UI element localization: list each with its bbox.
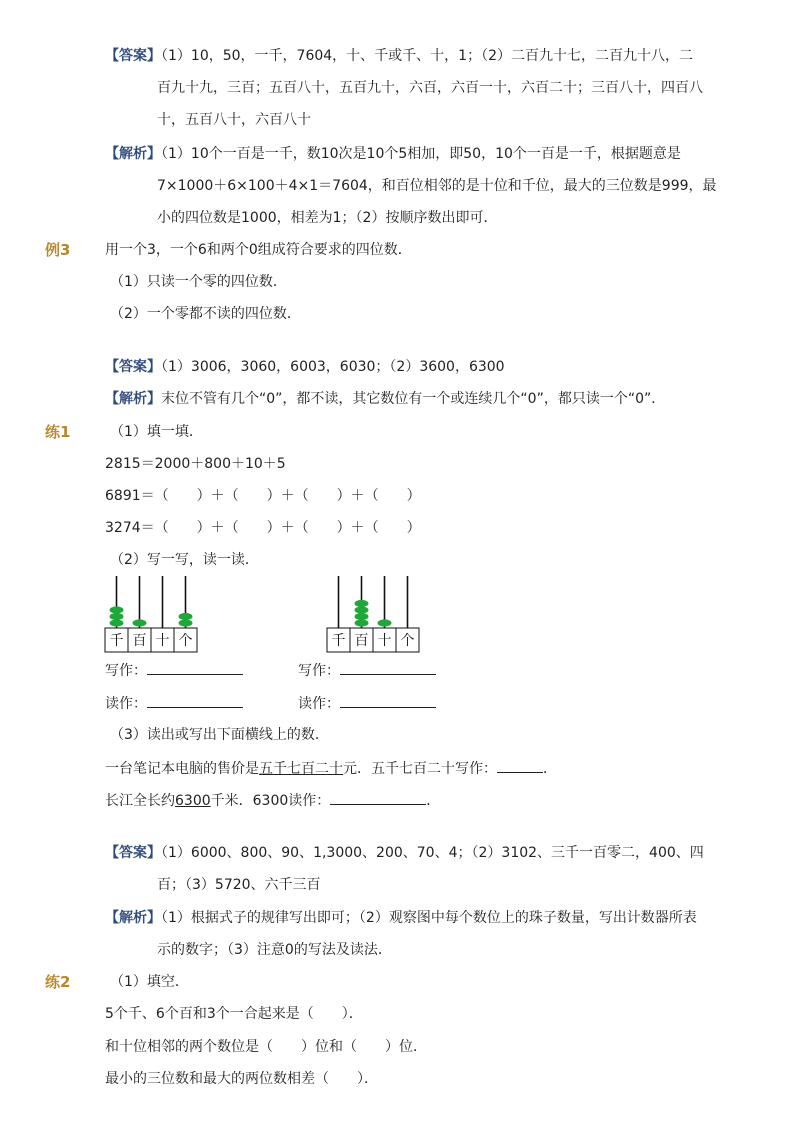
sentence-1-post: 元．五千七百二十写作： [343, 761, 497, 777]
example-3-question-2: （2）一个零都不读的四位数． [110, 306, 301, 322]
practice-2-sentence-2: 和十位相邻的两个数位是（ ）位和（ ）位． [105, 1039, 427, 1055]
write-label: 写作： [105, 663, 147, 679]
example-3-question-1: （1）只读一个零的四位数． [110, 274, 287, 290]
equation-1: 2815＝2000＋800＋10＋5 [105, 456, 286, 472]
analysis-label: 【解析】 [105, 391, 161, 407]
abacus-bead [179, 619, 193, 626]
read-label: 读作： [105, 696, 147, 712]
write-row-right [298, 660, 436, 681]
sentence-1-pre: 一台笔记本电脑的售价是 [105, 761, 259, 777]
sentence-1 [105, 758, 557, 779]
sentence-1-blank[interactable] [497, 758, 543, 773]
example-3-tag: 例3 [45, 241, 71, 259]
practice-2-question-1: （1）填空． [110, 974, 189, 990]
read-label: 读作： [298, 696, 340, 712]
answer-label: 【答案】 [105, 359, 161, 375]
abacus-bead [355, 600, 369, 607]
write-blank[interactable] [340, 660, 436, 675]
abacus-bead [378, 619, 392, 626]
answer-text: （1）3006，3060，6003，6030；（2）3600，6300 [161, 359, 505, 375]
sentence-2-blank[interactable] [330, 790, 426, 805]
analysis-label: 【解析】 [105, 146, 161, 162]
practice-2-sentence-1: 5个千、6个百和3个一合起来是（ ）． [105, 1006, 363, 1022]
example-3-stem: 用一个3，一个6和两个0组成符合要求的四位数． [105, 242, 412, 258]
sentence-2-underlined: 6300 [175, 793, 211, 809]
abacus-bead [110, 606, 124, 613]
sentence-2-post: 千米．6300读作： [210, 793, 331, 809]
practice-1-question-3: （3）读出或写出下面横线上的数． [110, 727, 329, 743]
equation-3: 3274＝（ ）＋（ ）＋（ ）＋（ ） [105, 520, 421, 536]
abacus-bead [355, 606, 369, 613]
read-blank[interactable] [340, 693, 436, 708]
sentence-2 [105, 790, 440, 811]
example-3-answer [105, 357, 505, 377]
abacus-place-label: 个 [400, 633, 415, 649]
analysis-line-2: 7×1000＋6×100＋4×1＝7604，和百位相邻的是十位和千位，最大的三位数是999，最 [157, 178, 717, 194]
abacus-bead [179, 613, 193, 620]
abacus-bead [133, 619, 147, 626]
abacus-bead [110, 619, 124, 626]
analysis-text: 末位不管有几个“0”，都不读，其它数位有一个或连续几个“0”，都只读一个“0”． [161, 391, 666, 407]
analysis-text: （1）根据式子的规律写出即可；（2）观察图中每个数位上的珠子数量，写出计数器所表 [161, 910, 697, 926]
abacus-right [326, 574, 422, 654]
practice-1-question-2: （2）写一写，读一读． [110, 552, 259, 568]
abacus-place-label: 个 [178, 633, 193, 649]
write-blank[interactable] [147, 660, 243, 675]
abacus-left [104, 574, 200, 654]
answer-text: （1）6000、800、90、1,3000、200、70、4；（2）3102、三千一百零二，400、四 [161, 845, 704, 861]
abacus-place-label: 十 [377, 633, 392, 649]
answer-line-3: 十，五百八十，六百八十 [157, 112, 311, 128]
analysis-line-1 [105, 144, 681, 164]
write-label: 写作： [298, 663, 340, 679]
abacus-place-label: 千 [109, 633, 124, 649]
answer-label: 【答案】 [105, 48, 161, 64]
abacus-bead [355, 619, 369, 626]
practice-1-answer-2: 百；（3）5720、六千三百 [157, 877, 321, 893]
answer-label: 【答案】 [105, 845, 161, 861]
abacus-bead [110, 613, 124, 620]
sentence-1-end: ． [543, 761, 557, 777]
abacus-place-label: 百 [354, 633, 369, 649]
practice-1-question-1: （1）填一填． [110, 424, 203, 440]
sentence-2-pre: 长江全长约 [105, 793, 175, 809]
sentence-1-underlined: 五千七百二十 [259, 761, 343, 777]
abacus-place-label: 千 [331, 633, 346, 649]
answer-line-2: 百九十九，三百；五百八十，五百九十，六百，六百一十，六百二十；三百八十，四百八 [157, 80, 703, 96]
practice-2-sentence-3: 最小的三位数和最大的两位数相差（ ）． [105, 1071, 378, 1087]
practice-1-analysis-2: 示的数字；（3）注意0的写法及读法． [157, 942, 392, 958]
answer-text: （1）10，50，一千，7604，十、千或千、十，1；（2）二百九十七，二百九十八，二 [161, 48, 693, 64]
read-row-left [105, 693, 243, 714]
abacus-place-label: 十 [155, 633, 170, 649]
analysis-label: 【解析】 [105, 910, 161, 926]
practice-1-analysis-1 [105, 908, 697, 928]
abacus-bead [355, 613, 369, 620]
example-3-analysis [105, 389, 665, 409]
abacus-place-label: 百 [132, 633, 147, 649]
read-blank[interactable] [147, 693, 243, 708]
write-row-left [105, 660, 243, 681]
answer-line-1 [105, 46, 693, 66]
practice-1-tag: 练1 [45, 423, 71, 441]
practice-1-answer-1 [105, 843, 704, 863]
equation-2: 6891＝（ ）＋（ ）＋（ ）＋（ ） [105, 488, 421, 504]
practice-2-tag: 练2 [45, 973, 71, 991]
sentence-2-end: ． [426, 793, 441, 809]
analysis-line-3: 小的四位数是1000，相差为1；（2）按顺序数出即可． [157, 210, 498, 226]
analysis-text: （1）10个一百是一千，数10次是10个5相加，即50，10个一百是一千，根据题意是 [161, 146, 681, 162]
read-row-right [298, 693, 436, 714]
